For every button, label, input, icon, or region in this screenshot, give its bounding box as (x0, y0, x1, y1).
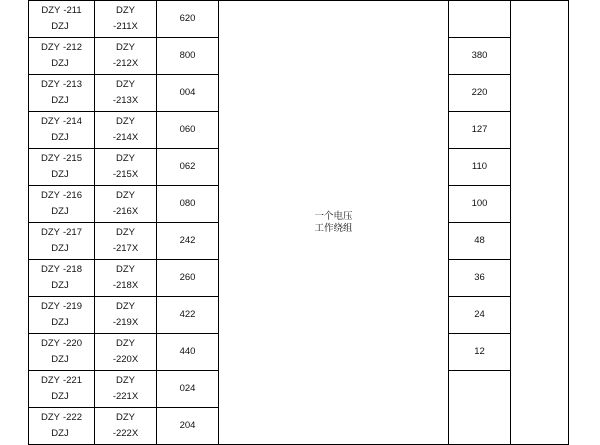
number-cell: 440 (157, 334, 219, 371)
model-line-top (29, 372, 94, 389)
code-line-bottom: -218X (112, 280, 139, 291)
model-line-top (29, 409, 94, 426)
model-line-bottom (29, 55, 94, 72)
model-prefix-alt: DZJ (51, 95, 69, 106)
model-suffix: -222 (62, 412, 82, 423)
model-line-bottom (29, 166, 94, 183)
table-row (29, 1, 569, 38)
code-line-top: DZY (116, 116, 135, 127)
voltage-cell: 36 (449, 260, 511, 297)
model-cell (29, 223, 95, 260)
model-suffix: -220 (62, 338, 82, 349)
model-prefix-alt: DZJ (51, 206, 69, 217)
model-line-bottom (29, 240, 94, 257)
model-line-top (29, 113, 94, 130)
model-cell (29, 297, 95, 334)
code-line-bottom: -213X (112, 95, 139, 106)
code-line-bottom: -219X (112, 317, 139, 328)
code-cell (95, 38, 157, 75)
model-prefix-alt: DZJ (51, 317, 69, 328)
code-line-top: DZY (116, 227, 135, 238)
voltage-cell-last (449, 371, 511, 445)
model-prefix: DZY (41, 5, 61, 16)
number-cell: 242 (157, 223, 219, 260)
specification-table (28, 0, 569, 445)
model-line-top (29, 76, 94, 93)
voltage-cell: 12 (449, 334, 511, 371)
model-suffix: -214 (62, 116, 82, 127)
code-line-bottom: -222X (112, 428, 139, 439)
model-prefix: DZY (40, 227, 60, 238)
code-cell (95, 260, 157, 297)
blank-cell (511, 1, 569, 445)
model-cell (29, 371, 95, 408)
model-suffix: -221 (62, 375, 82, 386)
code-cell (95, 112, 157, 149)
model-cell (29, 186, 95, 223)
voltage-cell: 110 (449, 149, 511, 186)
model-line-bottom (29, 203, 94, 220)
voltage-cell: 100 (449, 186, 511, 223)
model-line-top (29, 39, 94, 56)
code-cell (95, 1, 157, 38)
number-cell: 204 (157, 408, 219, 445)
code-line-top: DZY (116, 301, 135, 312)
model-prefix-alt: DZJ (51, 280, 69, 291)
model-prefix-alt: DZJ (51, 169, 69, 180)
model-prefix: DZY (40, 375, 60, 386)
code-cell (95, 334, 157, 371)
voltage-spacer-cell (449, 1, 511, 38)
code-line-bottom: -221X (112, 391, 139, 402)
model-cell (29, 38, 95, 75)
model-prefix: DZY (40, 42, 60, 53)
voltage-cell: 380 (449, 38, 511, 75)
code-line-bottom: -216X (112, 206, 139, 217)
table-body (29, 1, 569, 445)
model-line-top (29, 224, 94, 241)
number-cell: 004 (157, 75, 219, 112)
model-line-bottom (29, 314, 94, 331)
voltage-cell: 48 (449, 223, 511, 260)
model-suffix: -212 (62, 42, 82, 53)
model-suffix: -211 (63, 5, 82, 16)
model-prefix-alt: DZJ (51, 354, 69, 365)
code-line-bottom: -211X (113, 21, 138, 32)
code-line-bottom: -220X (112, 354, 139, 365)
model-line-bottom (29, 18, 94, 35)
number-cell: 060 (157, 112, 219, 149)
model-cell (29, 112, 95, 149)
model-prefix: DZY (40, 338, 60, 349)
model-cell (29, 260, 95, 297)
code-line-top: DZY (116, 412, 135, 423)
model-line-top (29, 261, 94, 278)
code-line-top: DZY (116, 153, 135, 164)
code-line-top: DZY (116, 5, 135, 16)
model-suffix: -219 (62, 301, 82, 312)
model-cell (29, 149, 95, 186)
model-suffix: -215 (62, 153, 82, 164)
model-line-bottom (29, 388, 94, 405)
model-suffix: -216 (62, 190, 82, 201)
model-suffix: -217 (62, 227, 82, 238)
winding-note-cell (219, 1, 449, 445)
code-cell (95, 371, 157, 408)
model-prefix-alt: DZJ (51, 58, 69, 69)
code-line-top: DZY (116, 338, 135, 349)
code-cell (95, 149, 157, 186)
model-prefix-alt: DZJ (51, 243, 69, 254)
code-cell (95, 408, 157, 445)
model-prefix: DZY (40, 190, 60, 201)
code-cell (95, 75, 157, 112)
code-cell (95, 223, 157, 260)
code-line-bottom: -217X (112, 243, 139, 254)
winding-note-line-1: 一个电压 (314, 210, 353, 222)
model-line-top (29, 187, 94, 204)
model-line-top (29, 2, 94, 19)
model-prefix: DZY (40, 412, 60, 423)
voltage-cell: 127 (449, 112, 511, 149)
model-line-bottom (29, 277, 94, 294)
number-cell: 062 (157, 149, 219, 186)
code-cell (95, 297, 157, 334)
model-prefix: DZY (40, 153, 60, 164)
model-line-bottom (29, 425, 94, 442)
code-line-bottom: -214X (112, 132, 139, 143)
model-suffix: -218 (62, 264, 82, 275)
code-line-top: DZY (116, 264, 135, 275)
model-prefix: DZY (40, 301, 60, 312)
code-line-bottom: -215X (112, 169, 139, 180)
voltage-cell: 24 (449, 297, 511, 334)
model-prefix-alt: DZJ (51, 21, 69, 32)
code-line-top: DZY (116, 375, 135, 386)
model-prefix-alt: DZJ (51, 428, 69, 439)
number-cell: 260 (157, 260, 219, 297)
code-line-top: DZY (116, 190, 135, 201)
model-prefix: DZY (40, 116, 60, 127)
code-cell (95, 186, 157, 223)
voltage-cell: 220 (449, 75, 511, 112)
model-line-top (29, 150, 94, 167)
number-cell: 620 (157, 1, 219, 38)
model-line-bottom (29, 351, 94, 368)
code-line-bottom: -212X (112, 58, 139, 69)
model-cell (29, 408, 95, 445)
number-cell: 800 (157, 38, 219, 75)
number-cell: 422 (157, 297, 219, 334)
model-cell (29, 1, 95, 38)
model-line-top (29, 298, 94, 315)
model-line-top (29, 335, 94, 352)
model-line-bottom (29, 92, 94, 109)
code-line-top: DZY (116, 42, 135, 53)
model-cell (29, 75, 95, 112)
model-line-bottom (29, 129, 94, 146)
number-cell: 080 (157, 186, 219, 223)
code-line-top: DZY (116, 79, 135, 90)
model-prefix: DZY (40, 79, 60, 90)
model-prefix: DZY (40, 264, 60, 275)
winding-note-line-2: 工作绕组 (314, 222, 353, 234)
number-cell: 024 (157, 371, 219, 408)
model-prefix-alt: DZJ (51, 132, 69, 143)
model-cell (29, 334, 95, 371)
model-suffix: -213 (62, 79, 82, 90)
model-prefix-alt: DZJ (51, 391, 69, 402)
